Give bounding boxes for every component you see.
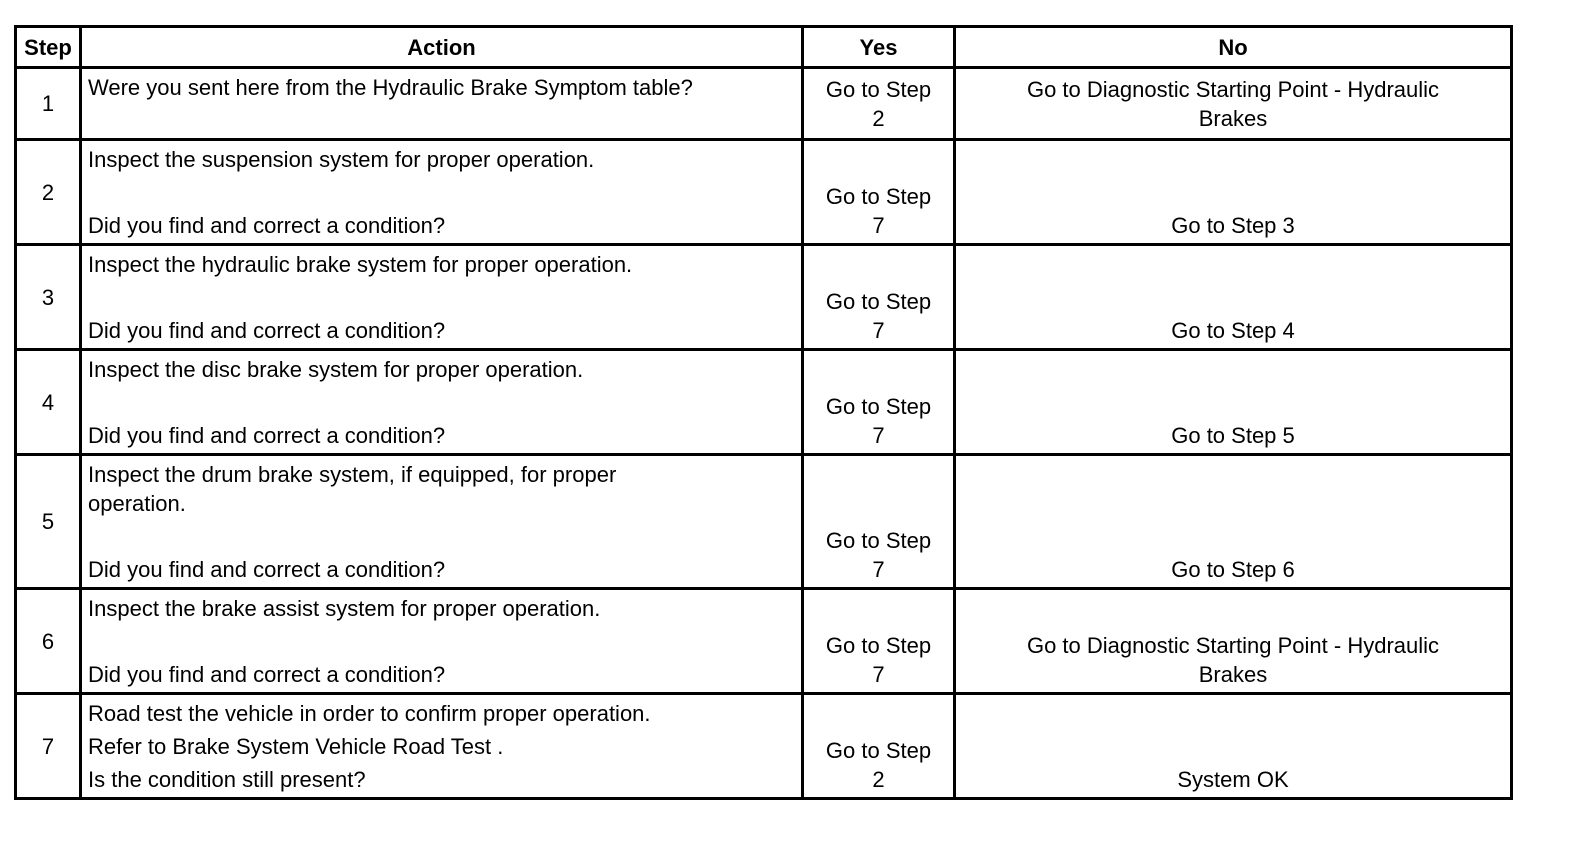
- yes-result: Go to Step 7: [825, 394, 932, 448]
- action-reference: Refer to Brake System Vehicle Road Test .: [88, 734, 504, 759]
- no-result: Go to Step 4: [1171, 318, 1295, 343]
- table-row: [16, 245, 1512, 350]
- table-row: [16, 68, 1512, 140]
- yes-result: Go to Step 7: [825, 528, 932, 582]
- step-number: 7: [16, 694, 81, 799]
- action-question: Did you find and correct a condition?: [88, 557, 446, 582]
- action-instruction: Inspect the disc brake system for proper operation.: [88, 357, 584, 382]
- action-instruction: Inspect the drum brake system, if equipped, for proper operation.: [88, 462, 617, 516]
- action-cell: [81, 245, 803, 350]
- action-question: Did you find and correct a condition?: [88, 662, 446, 687]
- action-cell: [81, 68, 803, 140]
- yes-cell: [803, 694, 955, 799]
- action-cell: [81, 140, 803, 245]
- no-result: Go to Diagnostic Starting Point - Hydraulic Brakes: [1026, 76, 1440, 131]
- table-row: [16, 350, 1512, 455]
- action-question: Were you sent here from the Hydraulic Brake Symptom table?: [88, 75, 693, 100]
- header-step: Step: [16, 27, 81, 68]
- step-number: 4: [16, 350, 81, 455]
- step-number: 6: [16, 589, 81, 694]
- action-question: Is the condition still present?: [88, 767, 366, 792]
- action-question: Did you find and correct a condition?: [88, 423, 446, 448]
- action-cell: [81, 455, 803, 589]
- no-result: Go to Step 6: [1171, 557, 1295, 582]
- yes-cell: [803, 140, 955, 245]
- action-cell: [81, 350, 803, 455]
- step-number: 1: [16, 68, 81, 140]
- header-action: Action: [81, 27, 803, 68]
- table-row: [16, 140, 1512, 245]
- yes-cell: [803, 589, 955, 694]
- action-instruction: Inspect the brake assist system for proper operation.: [88, 596, 601, 621]
- no-cell: [955, 350, 1512, 455]
- step-number: 5: [16, 455, 81, 589]
- header-no: No: [955, 27, 1512, 68]
- no-cell: [955, 455, 1512, 589]
- action-cell: [81, 589, 803, 694]
- no-cell: [955, 694, 1512, 799]
- no-cell: [955, 68, 1512, 140]
- yes-result: Go to Step 2: [825, 738, 932, 792]
- action-question: Did you find and correct a condition?: [88, 213, 446, 238]
- action-instruction: Inspect the hydraulic brake system for proper operation.: [88, 252, 633, 277]
- yes-result: Go to Step 2: [825, 76, 932, 131]
- header-yes: Yes: [803, 27, 955, 68]
- diagnostic-table: [14, 25, 1513, 800]
- no-result: System OK: [1177, 767, 1289, 792]
- no-cell: [955, 140, 1512, 245]
- yes-cell: [803, 455, 955, 589]
- table-row: [16, 694, 1512, 799]
- yes-result: Go to Step 7: [825, 289, 932, 343]
- no-result: Go to Step 5: [1171, 423, 1295, 448]
- header-row: [16, 27, 1512, 68]
- action-instruction: Inspect the suspension system for proper operation.: [88, 147, 595, 172]
- no-cell: [955, 245, 1512, 350]
- yes-result: Go to Step 7: [825, 633, 932, 687]
- yes-result: Go to Step 7: [825, 184, 932, 238]
- action-cell: [81, 694, 803, 799]
- action-question: Did you find and correct a condition?: [88, 318, 446, 343]
- yes-cell: [803, 68, 955, 140]
- action-instruction: Road test the vehicle in order to confirm proper operation.: [88, 701, 651, 726]
- no-result: Go to Step 3: [1171, 213, 1295, 238]
- yes-cell: [803, 350, 955, 455]
- no-cell: [955, 589, 1512, 694]
- step-number: 2: [16, 140, 81, 245]
- table-row: [16, 455, 1512, 589]
- table-row: [16, 589, 1512, 694]
- no-result: Go to Diagnostic Starting Point - Hydraulic Brakes: [1026, 633, 1440, 687]
- yes-cell: [803, 245, 955, 350]
- step-number: 3: [16, 245, 81, 350]
